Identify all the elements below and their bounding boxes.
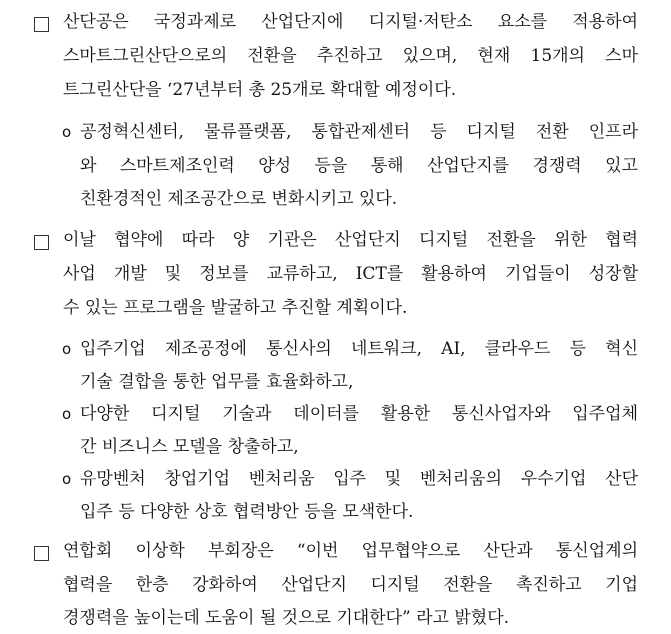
subitem-line: 입주 등 다양한 상호 협력방안 등을 모색한다. <box>80 502 414 522</box>
paragraph-line: 트그린산단을 ‘27년부터 총 25개로 확대할 예정이다. <box>63 80 457 100</box>
square-bullet-icon <box>34 235 49 250</box>
subitem-line: 간 비즈니스 모델을 창출하고, <box>80 437 299 457</box>
subitem-line: 입주기업 제조공정에 통신사의 네트워크, AI, 클라우드 등 혁신 <box>80 339 638 359</box>
subitem-line: 공정혁신센터, 물류플랫폼, 통합관제센터 등 디지털 전환 인프라 <box>80 122 638 142</box>
paragraph-line: 스마트그린산단으로의 전환을 추진하고 있으며, 현재 15개의 스마 <box>63 46 638 66</box>
subitem-line: 기술 결합을 통한 업무를 효율화하고, <box>80 372 354 392</box>
square-bullet-icon <box>34 546 49 561</box>
paragraph-line: 경쟁력을 높이는데 도움이 될 것으로 기대한다” 라고 밝혔다. <box>63 608 510 628</box>
paragraph-line: 이날 협약에 따라 양 기관은 산업단지 디지털 전환을 위한 협력 <box>63 230 638 250</box>
paragraph-line: 협력을 한층 강화하여 산업단지 디지털 전환을 촉진하고 기업 <box>63 575 638 595</box>
paragraph-line: 수 있는 프로그램을 발굴하고 추진할 계획이다. <box>63 298 408 318</box>
subitem-line: 다양한 디지털 기술과 데이터를 활용한 통신사업자와 입주업체 <box>80 404 638 424</box>
o-bullet-icon: o <box>62 405 72 423</box>
subitem-line: 친환경적인 제조공간으로 변화시키고 있다. <box>80 189 398 209</box>
o-bullet-icon: o <box>62 470 72 488</box>
subitem-line: 와 스마트제조인력 양성 등을 통해 산업단지를 경쟁력 있고 <box>80 156 638 176</box>
o-bullet-icon: o <box>62 123 72 141</box>
paragraph-line: 산단공은 국정과제로 산업단지에 디지털·저탄소 요소를 적용하여 <box>63 12 638 32</box>
subitem-line: 유망벤처 창업기업 벤처리움 입주 및 벤처리움의 우수기업 산단 <box>80 469 638 489</box>
paragraph-line: 사업 개발 및 정보를 교류하고, ICT를 활용하여 기업들이 성장할 <box>63 264 638 284</box>
o-bullet-icon: o <box>62 340 72 358</box>
paragraph-line: 연합회 이상학 부회장은 “이번 업무협약으로 산단과 통신업계의 <box>63 541 638 561</box>
square-bullet-icon <box>34 17 49 32</box>
